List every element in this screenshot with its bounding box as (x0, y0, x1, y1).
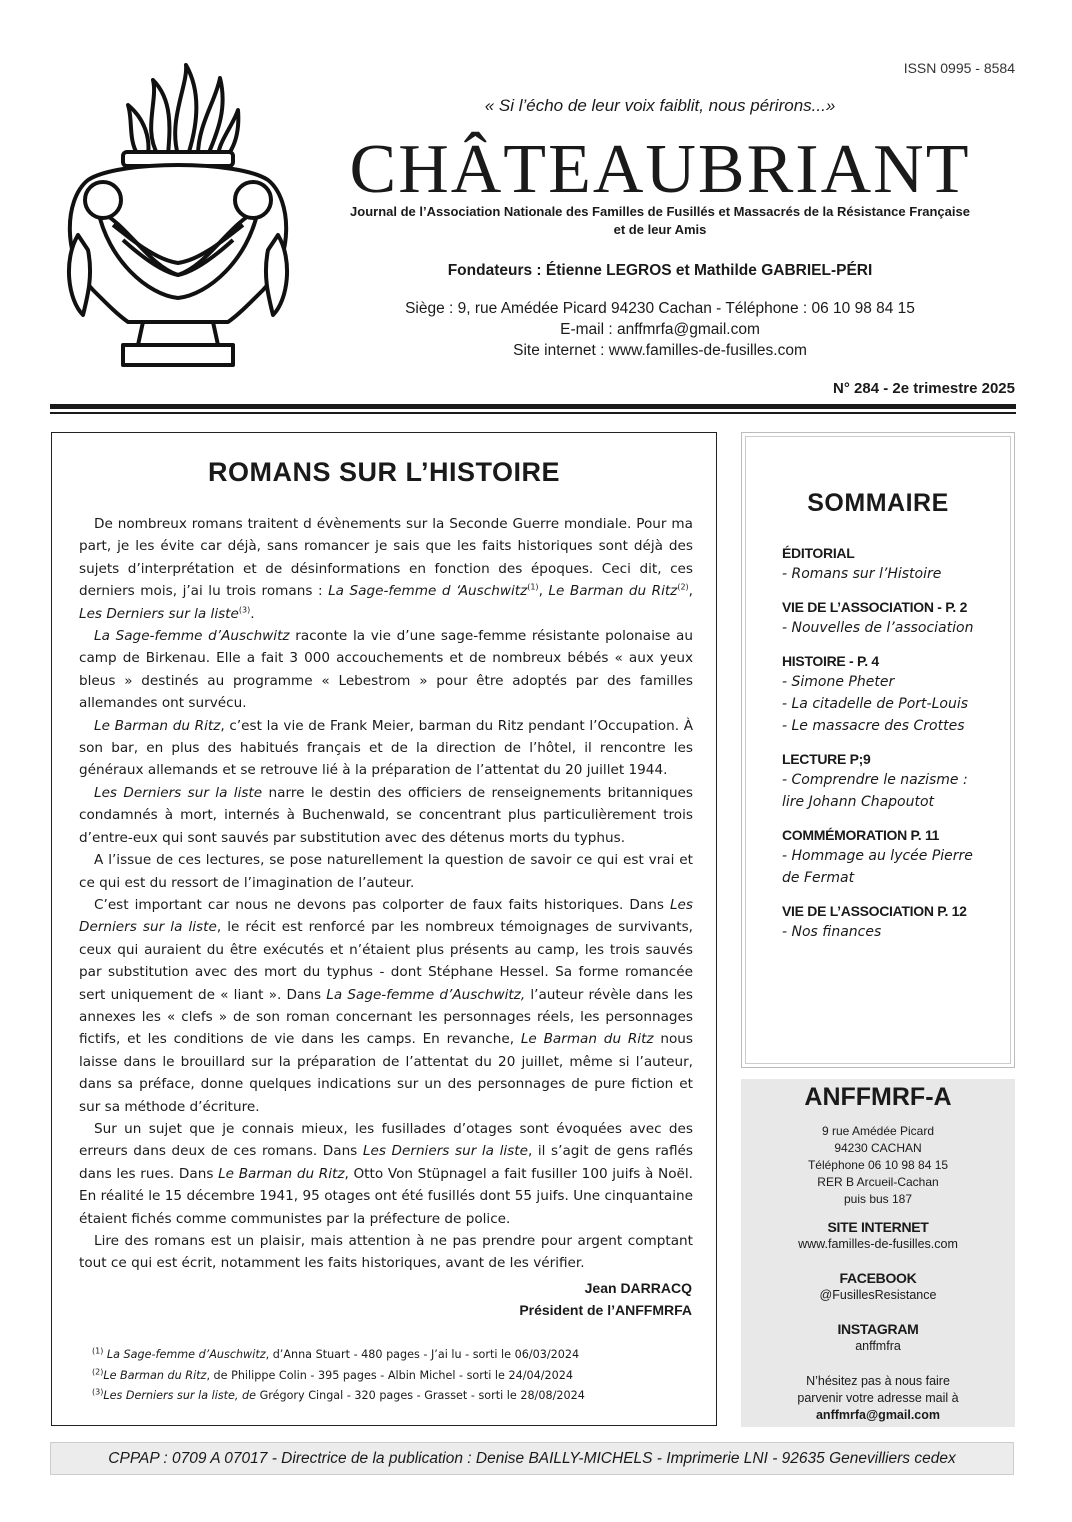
text: , c’est la vie de Frank Meier, barman du Ritz pendant l’Occupation. À son bar, en plus des habitués français et de la direction de l’hôtel, il rencontre les généraux allemands et se retrouve lié à la préparation de l’attentat du 20 juillet 1944. (79, 717, 694, 779)
text: , d’Anna Stuart - 480 pages - J’ai lu - sorti le 06/03/2024 (265, 1348, 580, 1361)
association-address (741, 1123, 1015, 1208)
editorial-article (51, 432, 717, 1426)
contact-block (325, 298, 995, 361)
address-line: 9 rue Amédée Picard (821, 1124, 935, 1138)
paragraph (79, 1118, 693, 1230)
facebook-heading: FACEBOOK (839, 1270, 917, 1286)
book-title: Le Barman du Ritz (94, 717, 221, 734)
publication-footer: CPPAP : 0709 A 07017 - Directrice de la publication : Denise BAILLY-MICHELS - Imprimerie LNI - 92635 Genevilliers cedex (50, 1442, 1014, 1475)
text: C’est important car nous ne devons pas colporter de faux faits historiques. Dans (94, 896, 670, 913)
toc-section (782, 825, 1007, 889)
association-box (741, 1079, 1015, 1427)
toc-section (782, 651, 1007, 737)
book-title: La Sage-femme d’Auschwitz (106, 1348, 266, 1361)
instagram-block (741, 1321, 1015, 1355)
toc-item: - Nouvelles de l’association (782, 620, 974, 636)
footnote-ref: (2) (677, 582, 689, 592)
book-title: La Sage-femme d’Auschwitz, (326, 986, 526, 1003)
text: , (688, 583, 693, 600)
toc-heading: VIE DE L’ASSOCIATION - P. 2 (782, 599, 968, 615)
toc-item: de Fermat (782, 870, 855, 886)
flame-urn-logo (58, 60, 298, 370)
toc-item: - Romans sur l’Histoire (782, 566, 942, 582)
toc-section (782, 901, 1007, 943)
text: , le récit est renforcé par les nombreux témoignages de survivants, ceux qui auraient du être exécutés et n’étaient plus présents au camp, les trois sauvés par substitution avec des mort du typhus - dont Stéphane Hessel. Sa forme romancée sert uniquement de « liant ». Dans (79, 919, 693, 1003)
text: , Otto Von Stüpnagel a fait fusiller 100 juifs à Noël. En réalité le 15 décembre 1941, 95 otages ont été fusillés dont 55 juifs. Une cinquantaine étaient fichés comme communistes par la préfecture de police. (79, 1165, 693, 1227)
address-line: puis bus 187 (843, 1192, 913, 1206)
book-title: Les Derniers sur la liste (362, 1143, 528, 1160)
footnotes (92, 1345, 692, 1407)
article-body (79, 513, 693, 1275)
text: Grégory Cingal - 320 pages - Grasset - sorti le 28/08/2024 (256, 1389, 585, 1402)
book-title: Le Barman du Ritz (520, 1031, 654, 1048)
instagram-heading: INSTAGRAM (837, 1321, 919, 1337)
toc-heading: VIE DE L’ASSOCIATION P. 12 (782, 903, 967, 919)
text: l’auteur révèle dans les annexes les « clefs » de son roman concernant les personnages réels, les personnages fictifs, et les conditions de vie dans les camps. En revanche, (79, 986, 693, 1048)
note-line: parvenir votre adresse mail à (797, 1391, 959, 1405)
instagram-handle: anffmfra (855, 1339, 901, 1353)
toc-heading: COMMÉMORATION P. 11 (782, 827, 940, 843)
issn: ISSN 0995 - 8584 (903, 60, 1015, 76)
text: , il s’agit de gens raflés dans les rues. Dans (79, 1143, 693, 1182)
toc-item: lire Johann Chapoutot (782, 794, 935, 810)
toc-item: - Le massacre des Crottes (782, 718, 965, 734)
paragraph: Lire des romans est un plaisir, mais attention à ne pas prendre pour argent comptant tout ce qui est écrit, notamment les faits historiques, avant de les vérifier. (79, 1233, 693, 1272)
paragraph (79, 894, 693, 1118)
footnote-ref: (1) (527, 582, 539, 592)
paragraph (79, 513, 693, 625)
email: E-mail : anffmrfa@gmail.com (560, 321, 760, 338)
toc-section (782, 749, 1007, 813)
website-link[interactable]: www.familles-de-fusilles.com (798, 1237, 958, 1251)
address-line: 94230 CACHAN (834, 1141, 922, 1155)
text: , (538, 583, 549, 600)
footnote-ref: (3) (238, 605, 251, 615)
website-block (741, 1219, 1015, 1253)
book-title: Les Derniers sur la liste (94, 784, 263, 801)
motto: « Si l’écho de leur voix faiblit, nous périrons...» (484, 96, 836, 115)
website-heading: SITE INTERNET (827, 1219, 929, 1235)
toc-heading: LECTURE P;9 (782, 751, 871, 767)
book-title: La Sage-femme d’Auschwitz (94, 628, 290, 645)
footnote (92, 1345, 692, 1366)
journal-title: CHÂTEAUBRIANT (349, 131, 971, 208)
book-title: La Sage-femme d ‘Auschwitz (328, 583, 528, 600)
text: Sur un sujet que je connais mieux, les fusillades d’otages sont évoquées avec des erreurs dans deux de ces romans. Dans (79, 1120, 693, 1160)
toc-item: - Hommage au lycée Pierre (782, 848, 973, 864)
address: Siège : 9, rue Amédée Picard 94230 Cachan - Téléphone : 06 10 98 84 15 (405, 300, 915, 317)
toc-heading: ÉDITORIAL (782, 545, 855, 561)
footnote (92, 1386, 692, 1407)
association-name: ANFFMRF-A (804, 1083, 952, 1111)
toc-item: - Nos finances (782, 924, 882, 940)
issue-number: N° 284 - 2e trimestre 2025 (833, 380, 1015, 397)
text: . (250, 605, 255, 622)
footnote-mark: (3) (92, 1387, 104, 1397)
facebook-block (741, 1270, 1015, 1304)
table-of-contents (741, 432, 1015, 1068)
text: nous laisse dans le brouillard sur la préparation de l’attentat du 20 juillet, même si l’auteur, dans sa préface, donne quelques indications sur un des personnages de pure fiction et sur sa méthode d’écriture. (79, 1031, 694, 1115)
header-rule (50, 404, 1016, 409)
book-title: Les Derniers sur la liste, de (103, 1389, 257, 1402)
author-name: Jean DARRACQ (584, 1280, 692, 1296)
toc-item: - La citadelle de Port-Louis (782, 696, 969, 712)
toc-heading: HISTOIRE - P. 4 (782, 653, 879, 669)
footnote-mark: (1) (92, 1346, 104, 1356)
article-title: ROMANS SUR L’HISTOIRE (207, 457, 561, 487)
paragraph (79, 625, 693, 715)
header-rule (50, 412, 1016, 414)
facebook-handle: @FusillesResistance (819, 1288, 937, 1302)
text: raconte la vie d’une sage-femme résistante polonaise au camp de Birkenau. Elle a fait 3 000 accouchements et de nombreux bébés « aux yeux bleus » destinés au programme « Lebestrom » pour être adoptés par des familles allemandes ont survécu. (79, 628, 693, 712)
subtitle-line: Journal de l’Association Nationale des Familles de Fusillés et Massacrés de la Résistance Française (350, 204, 970, 219)
text: De nombreux romans traitent d évènements sur la Seconde Guerre mondiale. Pour ma part, je les évite car déjà, sans romancer je sais que les faits historiques sont déjà des sujets d’interprétation et de désinformations en fonction des époques. Ceci dit, ces derniers mois, j’ai lu trois romans : (79, 516, 693, 600)
journal-subtitle (325, 203, 995, 239)
book-title: Les Derniers sur la liste (79, 896, 693, 936)
website: Site internet : www.familles-de-fusilles.com (513, 342, 807, 359)
paragraph (79, 782, 693, 849)
signature (519, 1277, 692, 1321)
note-line: N’hésitez pas à nous faire (806, 1374, 950, 1388)
paragraph: A l’issue de ces lectures, se pose naturellement la question de savoir ce qui est vrai et ce qui est du ressort de l’imagination de l’auteur. (79, 852, 693, 891)
footnote-mark: (2) (92, 1366, 104, 1376)
address-line: Téléphone 06 10 98 84 15 (807, 1158, 949, 1172)
email-note (741, 1373, 1015, 1424)
text: narre le destin des officiers de renseignements britanniques condamnés à mort, internés à Buchenwald, se concentrant plus particulièrement trois d’entre-eux qui sont sauvés par substitution avec des détenus morts du typhus. (79, 784, 694, 846)
book-title: Le Barman du Ritz (218, 1165, 345, 1182)
toc-section (782, 543, 1007, 585)
toc-title: SOMMAIRE (807, 489, 949, 517)
founders: Fondateurs : Étienne LEGROS et Mathilde GABRIEL-PÉRI (447, 262, 873, 279)
paragraph (79, 715, 693, 782)
text: , de Philippe Colin - 395 pages - Albin Michel - sorti le 24/04/2024 (206, 1368, 573, 1382)
toc-item: - Simone Pheter (782, 674, 895, 690)
contact-email[interactable]: anffmrfa@gmail.com (815, 1408, 941, 1422)
address-line: RER B Arcueil-Cachan (817, 1175, 939, 1189)
book-title: Les Derniers sur la liste (79, 605, 239, 622)
toc-section (782, 597, 1007, 639)
book-title: Le Barman du Ritz (548, 583, 678, 600)
toc-item: - Comprendre le nazisme : (782, 772, 968, 788)
footnote (92, 1366, 692, 1387)
author-role: Président de l’ANFFMRFA (519, 1302, 692, 1318)
subtitle-line: et de leur Amis (613, 222, 707, 237)
book-title: Le Barman du Ritz (103, 1368, 207, 1382)
toc-list (782, 543, 1007, 955)
